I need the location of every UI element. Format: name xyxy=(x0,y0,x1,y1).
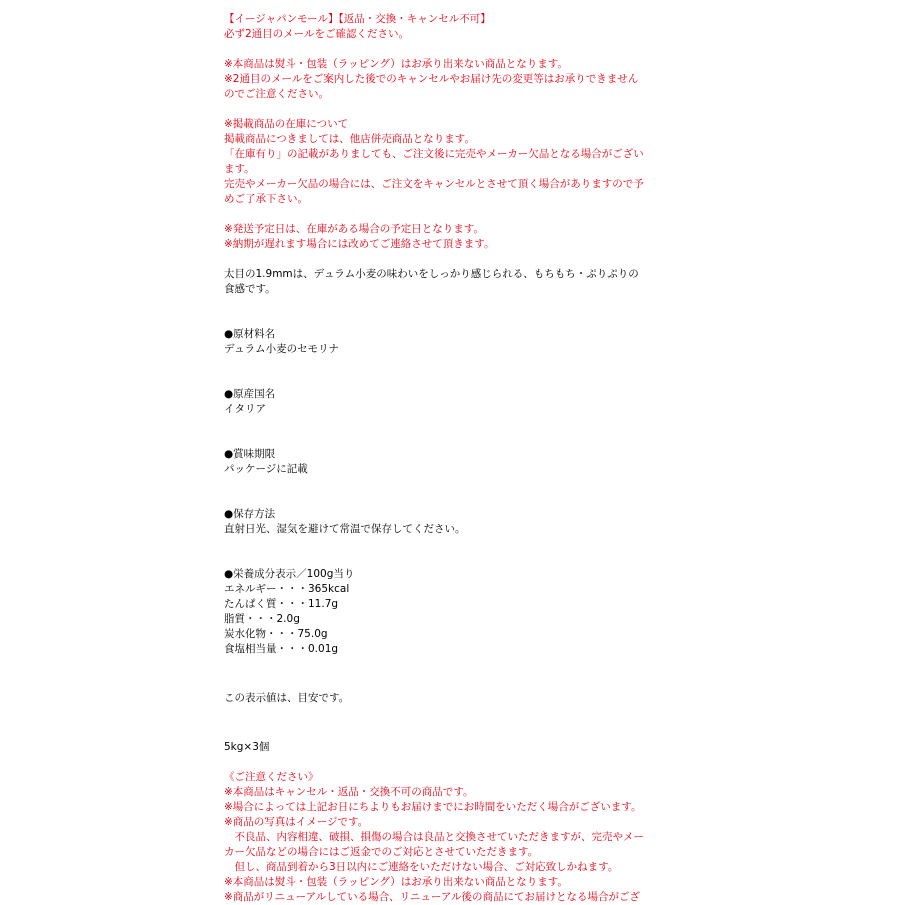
estimate-note: この表示値は、目安です。 xyxy=(224,692,350,704)
section-heading: ●保存方法 xyxy=(224,508,276,520)
product-description xyxy=(224,12,664,905)
caution-line: ※商品の写真はイメージです。 xyxy=(224,816,369,828)
nutrition-row: たんぱく質・・・11.7g xyxy=(224,598,339,610)
caution-line: ※本商品は熨斗・包装（ラッピング）はお承り出来ない商品となります。 xyxy=(224,876,568,888)
notice-line: 「在庫有り」の記載がありましても、ご注文後に完売やメーカー欠品となる場合がござい xyxy=(224,148,644,160)
notice-line: めご了承下さい。 xyxy=(224,193,308,205)
notice-line: ※2通目のメールをご案内した後でのキャンセルやお届け先の変更等はお承りできません xyxy=(224,73,639,85)
notice-line: 掲載商品につきましては、他店併売商品となります。 xyxy=(224,133,475,145)
caution-line: 不良品、内容相違、破損、損傷の場合は良品と交換させていただきますが、完売やメー xyxy=(224,831,644,843)
storage-section xyxy=(224,507,664,537)
caution-line: ※場合によっては上記お日にちよりもお届けまでにお時間をいただく場合がございます。 xyxy=(224,801,642,813)
best-before-section xyxy=(224,447,664,477)
caution-line: ※本商品はキャンセル・返品・交換不可の商品です。 xyxy=(224,786,474,798)
section-heading: ●原材料名 xyxy=(224,328,276,340)
section-value: デュラム小麦のセモリナ xyxy=(224,343,339,355)
notice-line: ※本商品は熨斗・包装（ラッピング）はお承り出来ない商品となります。 xyxy=(224,58,568,70)
notice-line: のでご注意ください。 xyxy=(224,88,329,100)
quantity: 5kg×3個 xyxy=(224,741,270,753)
ingredients-section xyxy=(224,327,664,357)
description-line: 太目の1.9mmは、デュラム小麦の味わいをしっかり感じられる、もちもち・ぷりぷりの xyxy=(224,268,639,280)
notice-line: 必ず2通目のメールをご確認ください。 xyxy=(224,28,409,40)
section-heading: ●栄養成分表示／100g当り xyxy=(224,568,355,580)
section-value: イタリア xyxy=(224,403,266,415)
notice-line: ます。 xyxy=(224,163,255,175)
shipping-notice xyxy=(224,222,664,252)
section-value: パッケージに記載 xyxy=(224,463,308,475)
caution-line: 《ご注意ください》 xyxy=(224,771,319,783)
notice-line: 【イージャパンモール】【返品・交換・キャンセル不可】 xyxy=(224,13,491,25)
nutrition-row: 食塩相当量・・・0.01g xyxy=(224,643,339,655)
section-heading: ●賞味期限 xyxy=(224,448,276,460)
stock-notice xyxy=(224,117,664,207)
section-heading: ●原産国名 xyxy=(224,388,276,400)
nutrition-section xyxy=(224,567,664,657)
header-notice xyxy=(224,12,664,42)
nutrition-row: 炭水化物・・・75.0g xyxy=(224,628,328,640)
section-value: 直射日光、湿気を避けて常温で保存してください。 xyxy=(224,523,466,535)
origin-section xyxy=(224,387,664,417)
caution-line: ※商品がリニューアルしている場合、リニューアル後の商品にてお届けとなる場合がござ xyxy=(224,891,640,903)
description-line: 食感です。 xyxy=(224,283,276,295)
nutrition-row: 脂質・・・2.0g xyxy=(224,613,300,625)
notice-line: ※掲載商品の在庫について xyxy=(224,118,349,130)
notice-line: ※発送予定日は、在庫がある場合の予定日となります。 xyxy=(224,223,484,235)
caution-line: カー欠品などの場合にはご返金でのご対応とさせていただきます。 xyxy=(224,846,539,858)
notice-line: 完売やメーカー欠品の場合には、ご注文をキャンセルとさせて頂く場合がありますので予 xyxy=(224,178,644,190)
nutrition-row: エネルギー・・・365kcal xyxy=(224,583,350,595)
caution-section xyxy=(224,770,664,905)
product-description-text xyxy=(224,267,664,297)
wrapping-notice xyxy=(224,57,664,102)
caution-line: 但し、商品到着から3日以内にご連絡をいただけない場合、ご対応致しかねます。 xyxy=(224,861,619,873)
notice-line: ※納期が遅れます場合には改めてご連絡させて頂きます。 xyxy=(224,238,495,250)
